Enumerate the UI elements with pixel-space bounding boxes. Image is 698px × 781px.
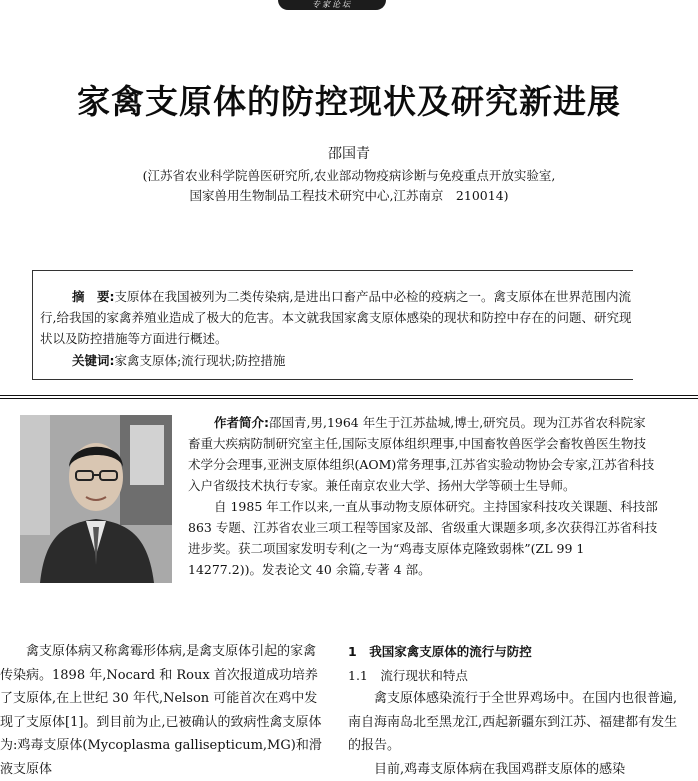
body-paragraph: 禽支原体病又称禽霉形体病,是禽支原体引起的家禽传染病。1898 年,Nocard 和 Roux 首次报道成功培养了支原体,在上世纪 30 年代,Nelson 可能首次在鸡中发现了支原体[1]。到目前为止,已被确认的致病性禽支原体为:鸡毒支原体(Mycoplasma gallisepticum,MG)和滑液支原体 [0, 640, 326, 781]
bio-text-1: 邵国青,男,1964 年生于江苏盐城,博士,研究员。现为江苏省农科院家畜重大疾病防制研究室主任,国际支原体组织理事,中国畜牧兽医学会畜牧兽医生物技术学分会理事,亚洲支原体组织(AOM)常务理事,江苏省实验动物协会专家,江苏省科技入户省级技术执行专家。兼任南京农业大学、扬州大学等硕士生导师。 [188, 415, 654, 493]
section-heading: 1 我国家禽支原体的流行与防控 [348, 640, 678, 664]
keywords-text: 家禽支原体;流行现状;防控措施 [115, 353, 286, 368]
author-portrait-icon [20, 415, 172, 583]
abstract [40, 286, 632, 349]
subsection-heading: 1.1 流行现状和特点 [348, 664, 678, 688]
author-bio [188, 412, 658, 580]
column-header-tab: 专家论坛 [278, 0, 386, 10]
body-column-right [348, 640, 678, 781]
abstract-label: 摘 要: [72, 289, 115, 304]
bio-label: 作者简介: [214, 415, 269, 430]
author-name: 邵国青 [0, 143, 698, 163]
bio-paragraph-1 [188, 412, 658, 496]
article-title: 家禽支原体的防控现状及研究新进展 [0, 76, 698, 123]
body-paragraph: 目前,鸡毒支原体病在我国鸡群支原体的感染 [348, 758, 678, 781]
keywords [72, 351, 285, 369]
author-photo [20, 415, 172, 583]
abstract-text: 支原体在我国被列为二类传染病,是进出口畜产品中必检的疫病之一。禽支原体在世界范围内流行,给我国的家禽养殖业造成了极大的危害。本文就我国家禽支原体感染的现状和防控中存在的问题、研究现状以及防控措施等方面进行概述。 [40, 289, 631, 346]
affiliation-line-2: 国家兽用生物制品工程技术研究中心,江苏南京 210014) [0, 186, 698, 204]
bio-paragraph-2: 自 1985 年工作以来,一直从事动物支原体研究。主持国家科技攻关课题、科技部 863 专题、江苏省农业三项工程等国家及部、省级重大课题多项,多次获得江苏省科技进步奖。获二项国家发明专利(之一为“鸡毒支原体克隆致弱株”(ZL 99 1 14277.2))。发表论文 40 余篇,专著 4 部。 [188, 496, 658, 580]
keywords-label: 关键词: [72, 353, 115, 368]
affiliation-line-1: (江苏省农业科学院兽医研究所,农业部动物疫病诊断与免疫重点开放实验室, [0, 166, 698, 184]
section-divider [0, 395, 698, 399]
body-column-left [0, 640, 326, 781]
body-paragraph: 禽支原体感染流行于全世界鸡场中。在国内也很普遍,南自海南岛北至黑龙江,西起新疆东到江苏、福建都有发生的报告。 [348, 687, 678, 758]
